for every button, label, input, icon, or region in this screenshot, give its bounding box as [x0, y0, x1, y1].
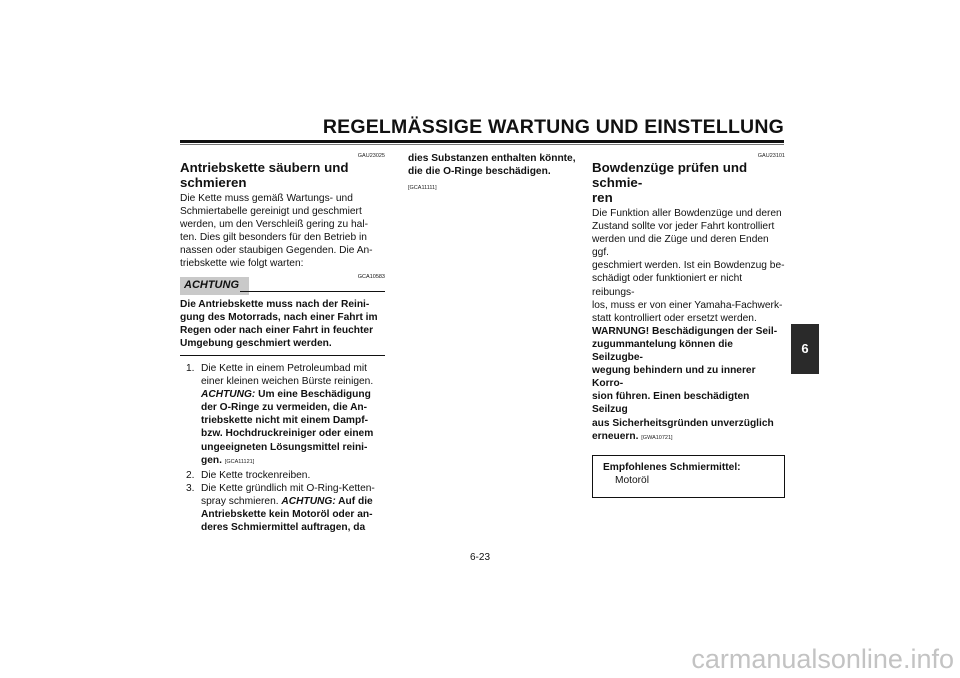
step-number: 2.: [186, 469, 195, 481]
text-line: los, muss er von einer Yamaha-Fachwerk-: [592, 299, 783, 311]
list-item: [180, 362, 385, 469]
header-rule: [180, 140, 784, 143]
header-rule-thin: [180, 144, 784, 145]
lubricant-label: Empfohlenes Schmiermittel:: [603, 461, 741, 473]
intro-paragraph: [180, 192, 385, 271]
list-item: [180, 469, 385, 482]
lubricant-value: Motoröl: [615, 474, 649, 486]
text-line: wegung behindern und zu innerer Korro-: [592, 365, 756, 390]
text-line: schädigt oder funktioniert er nicht reibungs-: [592, 273, 743, 298]
lubricant-box: [592, 455, 785, 498]
bold-text: ungeeigneten Lösungsmittel reini-: [201, 441, 368, 453]
text-line: Zustand sollte vor jeder Fahrt kontrolliert: [592, 221, 775, 233]
intro-paragraph: [592, 207, 785, 325]
column-cables: [592, 152, 785, 498]
text-line: werden, um den Verschleiß gering zu hal-: [180, 219, 369, 231]
bold-text: Um eine Beschädigung: [255, 389, 371, 401]
text-line: werden und die Züge und deren Enden ggf.: [592, 234, 769, 259]
achtung-label: ACHTUNG: [180, 277, 249, 295]
section-heading-cables: [592, 160, 785, 205]
text-line: ten. Dies gilt besonders für den Betrieb in: [180, 232, 367, 244]
step-list: [180, 362, 385, 534]
text-line: nassen oder staubigen Gegenden. Die An-: [180, 245, 373, 257]
bold-text: dies Substanzen enthalten könnte,: [408, 153, 576, 164]
page-header-title: REGELMÄSSIGE WARTUNG UND EINSTELLUNG: [322, 116, 784, 138]
page-number: 6-23: [469, 552, 490, 563]
text-line: Die Funktion aller Bowdenzüge und deren: [592, 208, 782, 219]
text-line: spray schmieren.: [201, 495, 282, 507]
text-line: gung des Motorrads, nach einer Fahrt im: [180, 311, 378, 323]
bold-text: Auf die: [335, 495, 373, 507]
text-line: triebskette wie folgt warten:: [180, 258, 304, 270]
achtung-text: [180, 298, 385, 350]
text-line: Die Kette trockenreiben.: [201, 469, 311, 481]
watermark: carmanualsonline.info: [691, 644, 954, 674]
text-line: WARNUNG! Beschädigungen der Seil-: [592, 325, 778, 337]
section-code: GAU23101: [757, 153, 785, 159]
text-line: Schmiertabelle gereinigt und geschmiert: [180, 206, 362, 218]
notice-rule: [240, 291, 385, 292]
bold-text: der O-Ringe zu vermeiden, die An-: [201, 402, 368, 414]
notice-code: GCA10583: [357, 273, 385, 280]
achtung-notice-header: [180, 273, 385, 296]
heading-line: ren: [592, 190, 613, 205]
bold-text: Antriebskette kein Motoröl oder an-: [201, 508, 373, 520]
warning-text: [592, 325, 785, 445]
column-continuation: [408, 152, 583, 195]
heading-line: Bowdenzüge prüfen und schmie-: [592, 160, 748, 190]
text-line: Regen oder nach einer Fahrt in feuchter: [180, 324, 374, 336]
text-line: Die Kette muss gemäß Wartungs- und: [180, 193, 353, 204]
section-heading-chain: [180, 160, 385, 190]
text-line: aus Sicherheitsgründen unverzüglich: [592, 417, 774, 429]
text-line: geschmiert werden. Ist ein Bowdenzug be-: [592, 260, 785, 272]
notice-code: [GCA11121]: [224, 458, 255, 465]
chapter-tab: 6: [791, 324, 819, 374]
section-code: GAU23025: [357, 153, 385, 159]
column-chain-care: [180, 152, 385, 534]
notice-code: [GCA11111]: [408, 185, 437, 192]
bold-text: die die O-Ringe beschädigen.: [408, 166, 551, 178]
text-line: sion führen. Einen beschädigten Seilzug: [592, 391, 750, 416]
text-line: Die Kette gründlich mit O-Ring-Ketten-: [201, 482, 375, 494]
step-number: 1.: [186, 362, 195, 374]
text-line: statt kontrolliert oder ersetzt werden.: [592, 312, 757, 324]
notice-end-rule: [180, 355, 385, 356]
achtung-inline-label: ACHTUNG:: [201, 389, 256, 401]
bold-text: triebskette nicht mit einem Dampf-: [201, 415, 368, 427]
text-line: zugummantelung können die Seilzugbe-: [592, 338, 733, 364]
text-line: Die Antriebskette muss nach der Reini-: [180, 298, 370, 310]
list-item: [180, 482, 385, 534]
text-line: Die Kette in einem Petroleumbad mit: [201, 362, 367, 374]
achtung-inline-label: ACHTUNG:: [281, 495, 336, 507]
text-line: erneuern.: [592, 430, 639, 442]
step-number: 3.: [186, 482, 195, 494]
bold-text: bzw. Hochdruckreiniger oder einem: [201, 428, 374, 440]
bold-text: deres Schmiermittel auftragen, da: [201, 522, 366, 534]
text-line: Umgebung geschmiert werden.: [180, 337, 332, 349]
continuation-text: [408, 152, 583, 178]
heading-line: schmieren: [180, 175, 247, 190]
heading-line: Antriebskette säubern und: [180, 160, 349, 175]
bold-text: gen.: [201, 454, 222, 466]
notice-code: [GWA10721]: [641, 434, 673, 441]
text-line: einer kleinen weichen Bürste reinigen.: [201, 376, 374, 388]
